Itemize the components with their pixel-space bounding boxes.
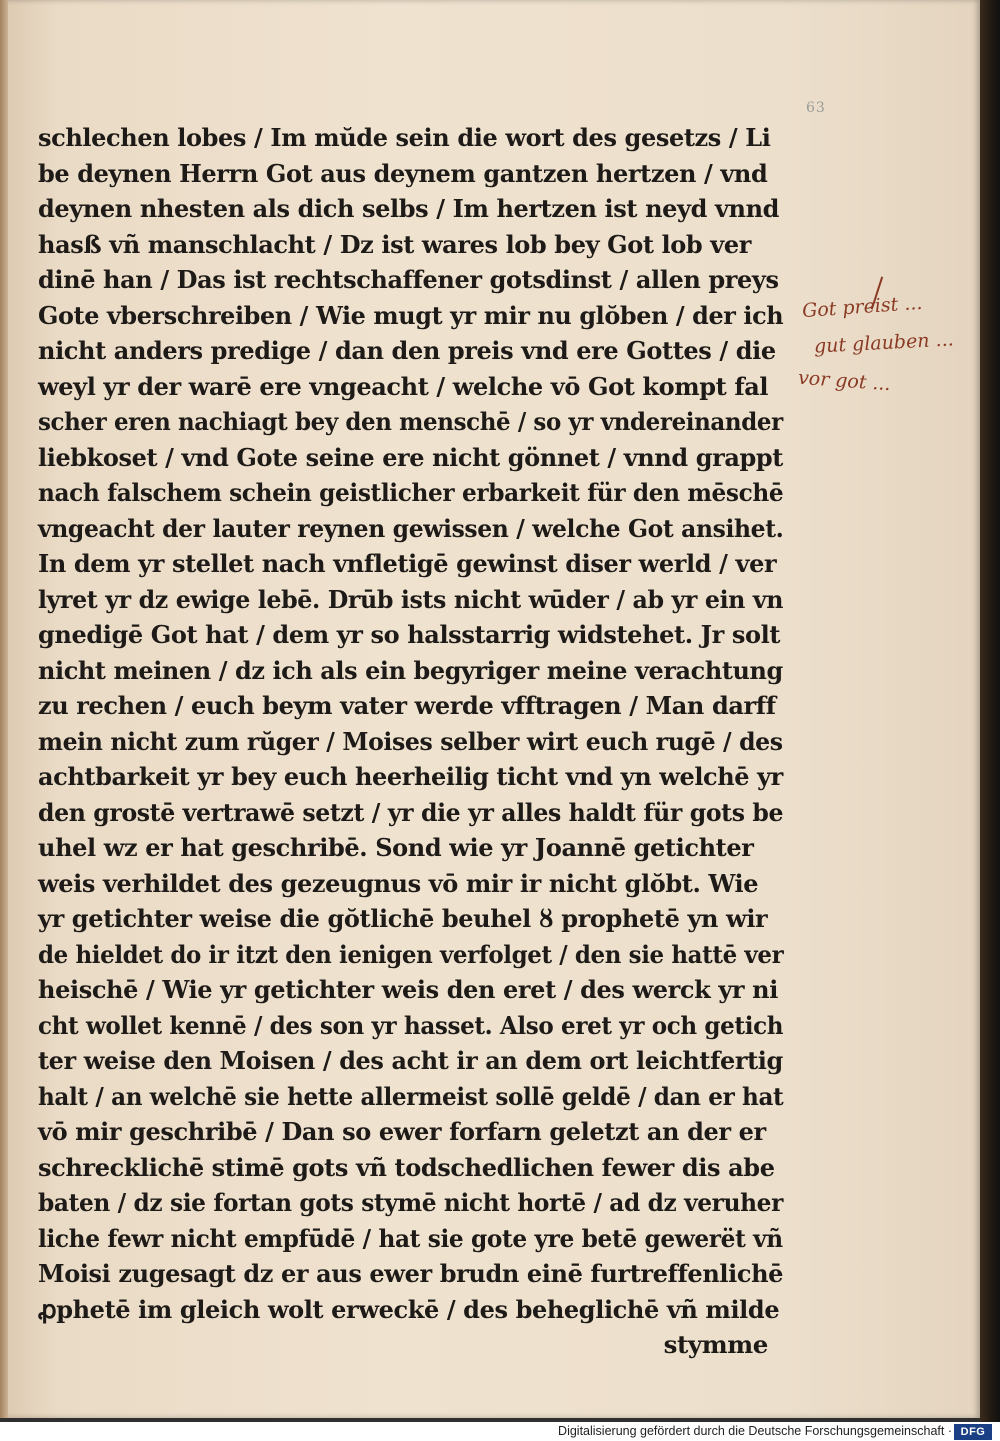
- text-line: weis verhildet des gezeugnus vō mir ir nicht glŏbt. Wie: [38, 868, 759, 898]
- text-line: heischē / Wie yr getichter weis den eret / des werck yr ni: [38, 975, 778, 1004]
- text-line: cht wollet kennē / des son yr hasset. Also eret yr och getich: [38, 1010, 784, 1040]
- funding-credit: Digitalisierung gefördert durch die Deutsche Forschungsgemeinschaft ·: [558, 1424, 952, 1438]
- text-line: schrecklichē stimē gots vñ todschedlichen fewer dis abe: [38, 1152, 775, 1182]
- text-line: ter weise den Moisen / des acht ir an dem ort leichtfertig: [38, 1046, 783, 1075]
- folio-number: 63: [806, 100, 826, 116]
- handwritten-marginalia: [790, 276, 980, 416]
- text-line: baten / dz sie fortan gots stymē nicht hortē / ad dz veruher: [38, 1188, 783, 1217]
- text-line: nicht anders predige / dan den preis vnd ere Gottes / die: [38, 336, 776, 365]
- text-line: zu rechen / euch beym vater werde vfftragen / Man darff: [38, 691, 776, 720]
- text-line: yr getichter weise die gŏtlichē beuhel ȣ prophetē yn wir: [38, 904, 768, 933]
- page-gutter-shadow: [0, 0, 8, 1418]
- text-line: vō mir geschribē / Dan so ewer forfarn geletzt an der er: [38, 1117, 766, 1146]
- text-line: de hieldet do ir itzt den ienigen verfolget / den sie hattē ver: [38, 939, 784, 969]
- text-line: den grostē vertrawē setzt / yr die yr alles haldt für gots be: [38, 797, 784, 827]
- marginalia-line: gut glauben ...: [813, 328, 955, 358]
- text-line: uhel wz er hat geschribē. Sond wie yr Joannē getichter: [38, 833, 754, 862]
- text-line: lyret yr dz ewige lebē. Drūb ists nicht wūder / ab yr ein vn: [38, 584, 784, 614]
- text-line: weyl yr der warē ere vngeacht / welche vō Got kompt fal: [38, 371, 769, 401]
- text-line: scher eren nachiagt bey den menschē / so yr vndereinander: [38, 407, 783, 436]
- text-line: deynen nhesten als dich selbs / Im hertzen ist neyd vnnd: [38, 194, 780, 223]
- text-line: halt / an welchē sie hette allermeist sollē geldē / dan er hat: [38, 1081, 784, 1111]
- text-line: ꝓphetē im gleich wolt erweckē / des beheglichē vñ milde: [38, 1294, 780, 1324]
- text-line: dinē han / Das ist rechtschaffener gotsdinst / allen preys: [38, 265, 779, 294]
- text-line: schlechen lobes / Im mŭde sein die wort des gesetzs / Li: [38, 123, 771, 152]
- text-line: vngeacht der lauter reynen gewissen / welche Got ansihet.: [38, 513, 784, 543]
- page-edge: [980, 0, 1000, 1422]
- marginalia-line: vor got ...: [797, 366, 892, 396]
- dfg-logo: DFG: [954, 1424, 992, 1440]
- text-line: achtbarkeit yr bey euch heerheilig ticht vnd yn welchē yr: [38, 762, 783, 791]
- text-line: hasß vñ manschlacht / Dz ist wares lob bey Got lob ver: [38, 229, 751, 259]
- text-line: stymme: [663, 1330, 768, 1359]
- text-line: nach falschem schein geistlicher erbarkeit für den mēschē: [38, 478, 784, 507]
- text-line: liche fewr nicht empfūdē / hat sie gote yre betē gewerët vñ: [38, 1223, 783, 1253]
- marginalia-line: Got preist ...: [801, 291, 924, 323]
- text-line: gnedigē Got hat / dem yr so halsstarrig widstehet. Jr solt: [38, 620, 781, 649]
- text-line: In dem yr stellet nach vnfletigē gewinst diser werld / ver: [38, 549, 777, 578]
- text-line: Moisi zugesagt dz er aus ewer brudn einē furtreffenlichē: [38, 1259, 784, 1288]
- text-line: nicht meinen / dz ich als ein begyriger meine verachtung: [38, 655, 783, 685]
- text-line: be deynen Herrn Got aus deynem gantzen hertzen / vnd: [38, 158, 768, 188]
- blackletter-text-block: [38, 120, 798, 1363]
- digitization-footer: [0, 1422, 1000, 1441]
- text-line: liebkoset / vnd Gote seine ere nicht gönnet / vnnd grappt: [38, 442, 783, 472]
- text-line: mein nicht zum rŭger / Moises selber wirt euch rugē / des: [38, 726, 783, 756]
- text-line: Gote vberschreiben / Wie mugt yr mir nu glŏben / der ich: [38, 300, 784, 330]
